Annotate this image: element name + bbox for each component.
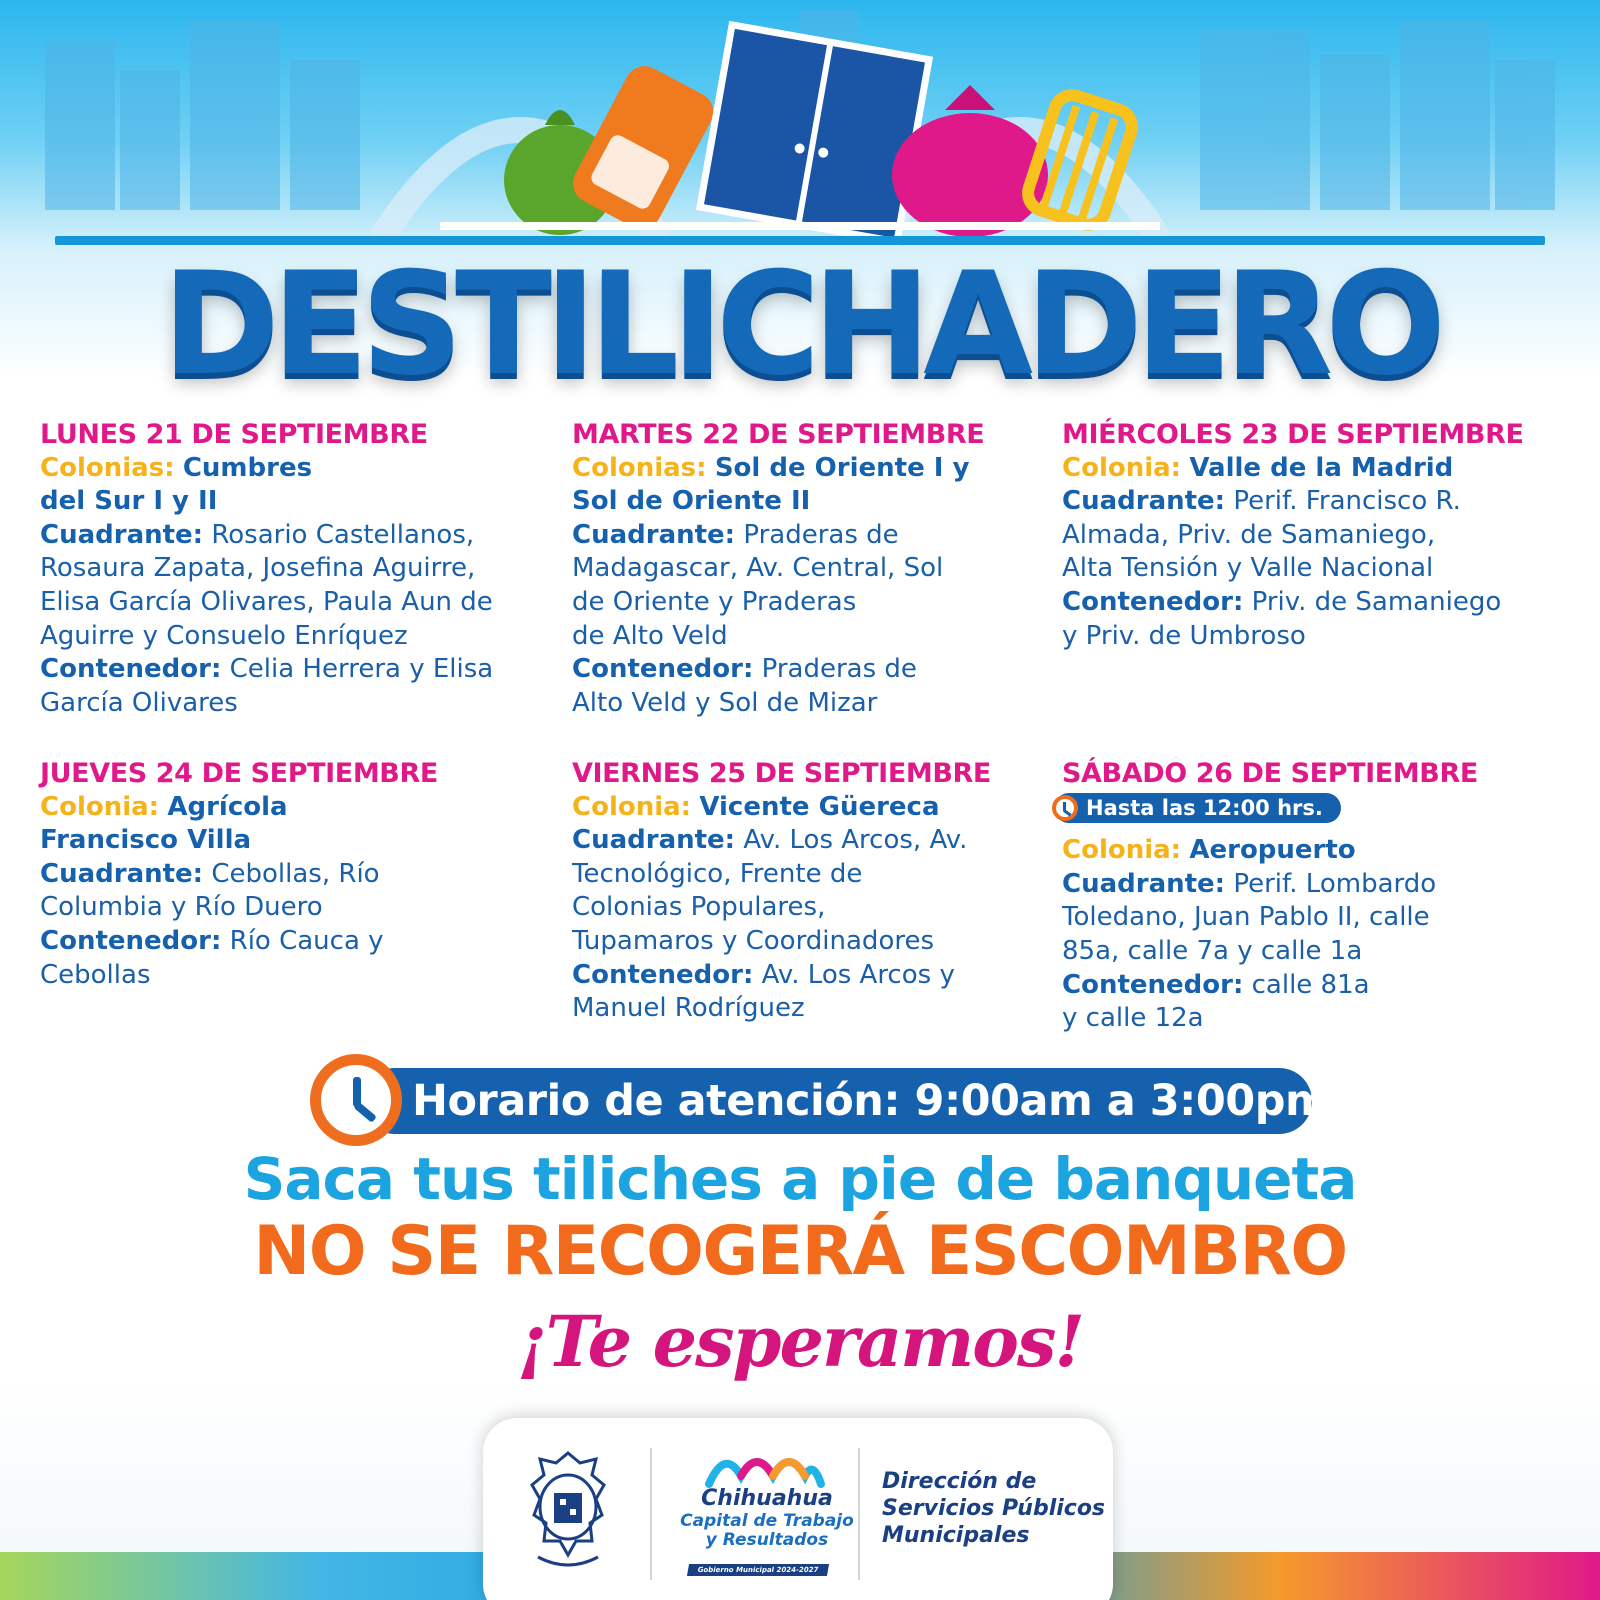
department-line: Servicios Públicos (882, 1496, 1106, 1521)
logo-subtitle-line: y Resultados (705, 1530, 829, 1550)
contenedor-label: Contenedor: (572, 959, 754, 990)
colonia-value: Agrícola (167, 791, 288, 822)
day-block-martes (572, 418, 1062, 720)
cuadrante-value: Elisa García Olivares, Paula Aun de (40, 586, 493, 617)
cuadrante-value: Almada, Priv. de Samaniego, (1062, 519, 1436, 550)
colonia-label: Colonias: (572, 452, 707, 483)
chair-icon (1023, 91, 1136, 230)
clock-icon (1052, 795, 1078, 821)
department-name (882, 1468, 1112, 1549)
contenedor-value: Manuel Rodríguez (572, 993, 805, 1024)
day-heading: JUEVES 24 DE SEPTIEMBRE (40, 758, 438, 789)
cuadrante-value: de Oriente y Praderas (572, 586, 857, 617)
colonia-label: Colonia: (1062, 452, 1182, 483)
logo-band: Gobierno Municipal 2024-2027 (687, 1564, 829, 1576)
cuadrante-value: Perif. Lombardo (1233, 868, 1437, 899)
contenedor-label: Contenedor: (40, 925, 222, 956)
day-block-sabado (1062, 757, 1592, 1036)
cuadrante-value: Colonias Populares, (572, 892, 826, 923)
contenedor-label: Contenedor: (1062, 969, 1244, 1000)
colonia-value: Cumbres (182, 452, 313, 483)
cuadrante-value: Tecnológico, Frente de (572, 858, 863, 889)
colonia-label: Colonia: (1062, 835, 1182, 866)
colonia-value: Sol de Oriente II (572, 486, 811, 517)
cuadrante-value: Praderas de (743, 519, 899, 550)
footer-divider (858, 1448, 860, 1580)
city-skyline-illustration (0, 0, 1600, 250)
time-note-pill (1054, 793, 1341, 823)
colonia-label: Colonias: (40, 452, 175, 483)
contenedor-value: Cebollas (40, 959, 151, 990)
cuadrante-value: Madagascar, Av. Central, Sol (572, 553, 944, 584)
day-block-miercoles (1062, 418, 1592, 653)
colonia-value: Francisco Villa (40, 825, 252, 856)
day-block-viernes (572, 757, 1062, 1026)
day-heading: MIÉRCOLES 23 DE SEPTIEMBRE (1062, 419, 1524, 450)
contenedor-value: Praderas de (761, 654, 917, 685)
colonia-label: Colonia: (572, 791, 692, 822)
cuadrante-value: Tupamaros y Coordinadores (572, 925, 935, 956)
cuadrante-value: Aguirre y Consuelo Enríquez (40, 620, 408, 651)
cuadrante-value: Alta Tensión y Valle Nacional (1062, 553, 1434, 584)
contenedor-value: Av. Los Arcos y (761, 959, 955, 990)
cuadrante-label: Cuadrante: (1062, 486, 1226, 517)
slogan-curbside: Saca tus tiliches a pie de banqueta (243, 1145, 1357, 1213)
colonia-value: Sol de Oriente I y (714, 452, 970, 483)
contenedor-value: Río Cauca y (229, 925, 384, 956)
colonia-value: Valle de la Madrid (1189, 452, 1454, 483)
cuadrante-label: Cuadrante: (572, 519, 736, 550)
contenedor-value: Priv. de Samaniego (1251, 586, 1502, 617)
wardrobe-icon (700, 25, 929, 242)
contenedor-value: calle 81a (1251, 969, 1370, 1000)
colonia-value: del Sur I y II (40, 486, 218, 517)
logo-subtitle-line: Capital de Trabajo (680, 1511, 854, 1531)
hours-text: Horario de atención: 9:00am a 3:00pm (412, 1076, 1330, 1126)
footer-divider (650, 1448, 652, 1580)
day-block-lunes (40, 418, 560, 720)
cuadrante-value: Perif. Francisco R. (1233, 486, 1461, 517)
contenedor-value: y Priv. de Umbroso (1062, 620, 1306, 651)
time-note: Hasta las 12:00 hrs. (1086, 795, 1323, 820)
day-heading: SÁBADO 26 DE SEPTIEMBRE (1062, 758, 1478, 789)
slogan-no-debris: NO SE RECOGERÁ ESCOMBRO (253, 1212, 1347, 1291)
colonia-value: Aeropuerto (1189, 835, 1356, 866)
cuadrante-value: Av. Los Arcos, Av. (743, 825, 968, 856)
page-title: DESTILICHADERO (161, 242, 1439, 407)
contenedor-label: Contenedor: (40, 654, 222, 685)
logo-subtitle (668, 1512, 866, 1550)
day-block-jueves (40, 757, 560, 992)
coat-of-arms-icon (518, 1445, 618, 1575)
cuadrante-label: Cuadrante: (572, 825, 736, 856)
contenedor-value: Alto Veld y Sol de Mizar (572, 687, 878, 718)
cuadrante-value: Columbia y Río Duero (40, 892, 323, 923)
day-heading: MARTES 22 DE SEPTIEMBRE (572, 419, 985, 450)
contenedor-value: García Olivares (40, 687, 238, 718)
clock-icon (310, 1054, 402, 1146)
slogan-welcome: ¡Te esperamos! (516, 1300, 1084, 1383)
chihuahua-logo-icon (705, 1446, 825, 1488)
cuadrante-label: Cuadrante: (1062, 868, 1226, 899)
cuadrante-value: 85a, calle 7a y calle 1a (1062, 935, 1363, 966)
colonia-label: Colonia: (40, 791, 160, 822)
colonia-value: Vicente Güereca (699, 791, 940, 822)
contenedor-label: Contenedor: (1062, 586, 1244, 617)
contenedor-value: y calle 12a (1062, 1003, 1204, 1034)
contenedor-label: Contenedor: (572, 654, 754, 685)
day-heading: LUNES 21 DE SEPTIEMBRE (40, 419, 428, 450)
cuadrante-label: Cuadrante: (40, 858, 204, 889)
logo-title: Chihuahua (701, 1486, 833, 1511)
cuadrante-value: Cebollas, Río (211, 858, 380, 889)
cuadrante-value: Toledano, Juan Pablo II, calle (1062, 902, 1430, 933)
cuadrante-value: Rosaura Zapata, Josefina Aguirre, (40, 553, 476, 584)
contenedor-value: Celia Herrera y Elisa (229, 654, 494, 685)
department-line: Dirección de (882, 1469, 1037, 1494)
day-heading: VIERNES 25 DE SEPTIEMBRE (572, 758, 991, 789)
cuadrante-value: de Alto Veld (572, 620, 728, 651)
department-line: Municipales (882, 1523, 1030, 1548)
cuadrante-value: Rosario Castellanos, (211, 519, 475, 550)
cuadrante-label: Cuadrante: (40, 519, 204, 550)
